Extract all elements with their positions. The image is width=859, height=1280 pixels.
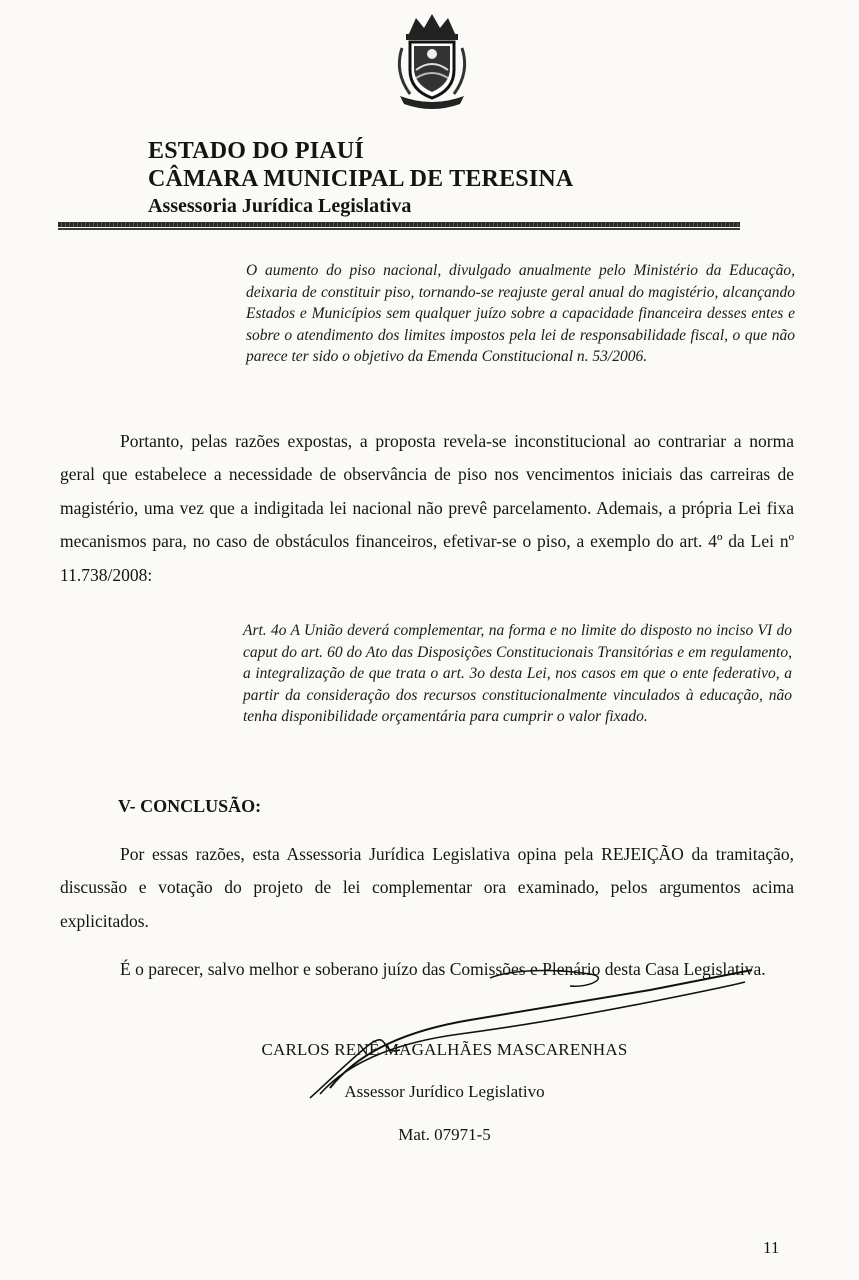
- coat-of-arms-icon: [386, 8, 478, 112]
- body-paragraph: [60, 425, 794, 592]
- paragraph-text: É o parecer, salvo melhor e soberano juízo das Comissões e Plenário desta Casa Legislativa.: [120, 959, 766, 979]
- chamber-name: CÂMARA MUNICIPAL DE TERESINA: [148, 166, 574, 192]
- signatory-title: Assessor Jurídico Legislativo: [344, 1082, 545, 1101]
- paragraph-text: Portanto, pelas razões expostas, a proposta revela-se inconstitucional ao contrariar a norma geral que estabelece a necessidade de observância de piso nos vencimentos iniciais das carreiras de magistério, uma vez que a indigitada lei nacional não prevê parcelamento. Ademais, a própria Lei fixa mecanismos para, no caso de obstáculos financeiros, efetivar-se o piso, a exemplo do art. 4º da Lei nº 11.738/2008:: [60, 431, 794, 585]
- conclusion-paragraph: [60, 838, 794, 938]
- document-header: [148, 137, 768, 219]
- handwritten-signature: [290, 960, 760, 1100]
- block-quote: O aumento do piso nacional, divulgado anualmente pelo Ministério da Educação, deixaria de constituir piso, tornando-se reajuste geral anual do magistério, alcançando Estados e Municípios sem qualquer juízo sobre a capacidade financeira desses entes e sobre o atendimento dos limites impostos pela lei de responsabilidade fiscal, o que não parece ter sido o objetivo da Emenda Constitucional n. 53/2006.: [246, 262, 795, 366]
- law-citation-quote: Art. 4o A União deverá complementar, na forma e no limite do disposto no inciso VI do caput do art. 60 do Ato das Disposições Constitucionais Transitórias e em regulamento, a integralização de que trata o art. 3o desta Lei, nos casos em que o ente federativo, a partir da consideração dos recursos constitucionalmente vinculados à educação, não tenha disponibilidade orçamentária para cumprir o valor fixado.: [243, 622, 792, 726]
- department-name: Assessoria Jurídica Legislativa: [148, 195, 412, 217]
- signatory-name: CARLOS RENÊ MAGALHÃES MASCARENHAS: [261, 1040, 628, 1059]
- paragraph-text: Por essas razões, esta Assessoria Jurídica Legislativa opina pela REJEIÇÃO da tramitação, discussão e votação do projeto de lei complementar ora examinado, pelos argumentos acima explicitados.: [60, 844, 794, 931]
- header-divider: [58, 222, 740, 227]
- signatory-registration: Mat. 07971-5: [398, 1125, 491, 1144]
- page-number: 11: [763, 1238, 780, 1257]
- section-heading: V- CONCLUSÃO:: [118, 796, 262, 816]
- state-name: ESTADO DO PIAUÍ: [148, 138, 364, 164]
- header-divider-thin: [58, 228, 740, 230]
